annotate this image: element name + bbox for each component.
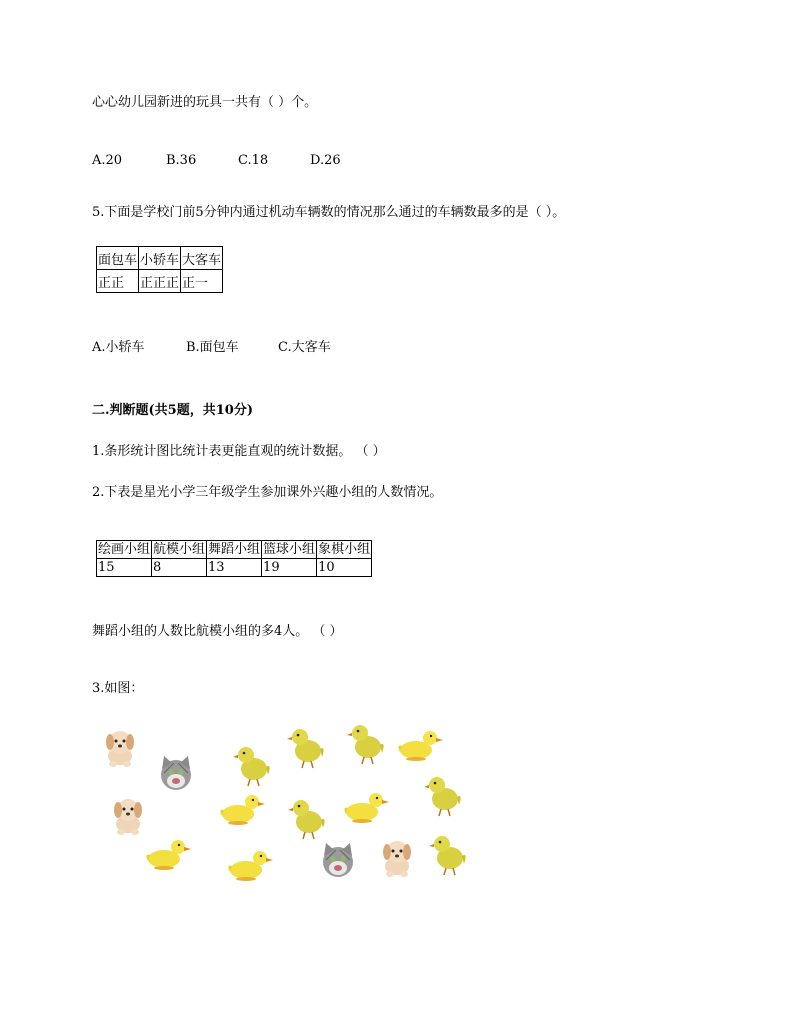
header-cell: 面包车 — [97, 247, 139, 270]
value-cell: 8 — [152, 559, 207, 577]
option-b[interactable]: B.面包车 — [186, 340, 239, 355]
vehicle-tally-table — [96, 246, 223, 293]
table-row — [97, 270, 223, 293]
option-c[interactable]: C.大客车 — [278, 340, 331, 355]
judge-question-2-statement: 舞蹈小组的人数比航模小组的多4人。 （ ） — [92, 624, 343, 639]
section-title: 二.判断题(共5题，共10分) — [92, 403, 253, 418]
value-cell: 15 — [97, 559, 152, 577]
option-c[interactable]: C.18 — [238, 153, 269, 168]
value-cell: 19 — [262, 559, 317, 577]
question-5-options — [92, 339, 331, 357]
tally-cell: 正正 — [97, 270, 139, 293]
judge-question-3-text: 3.如图： — [92, 681, 144, 696]
header-cell: 舞蹈小组 — [208, 542, 261, 557]
judge-question-1: 1.条形统计图比统计表更能直观的统计数据。 （ ） — [92, 444, 386, 459]
table-header-row — [97, 541, 372, 559]
header-cell: 大客车 — [181, 247, 223, 270]
judge-question-2-text: 2.下表是星光小学三年级学生参加课外兴趣小组的人数情况。 — [92, 485, 443, 500]
question-4-text: 心心幼儿园新进的玩具一共有（ ）个。 — [92, 95, 318, 110]
table-header-row — [97, 247, 223, 270]
option-b[interactable]: B.36 — [166, 153, 197, 168]
option-a[interactable]: A.20 — [92, 153, 123, 168]
option-a[interactable]: A.小轿车 — [92, 340, 145, 355]
value-cell: 13 — [207, 559, 262, 577]
header-cell: 小轿车 — [139, 247, 181, 270]
header-cell: 篮球小组 — [263, 542, 316, 557]
interest-group-table — [96, 540, 372, 577]
question-4-options — [92, 152, 341, 170]
tally-cell: 正正正 — [139, 270, 181, 293]
header-cell: 象棋小组 — [318, 542, 371, 557]
header-cell: 绘画小组 — [98, 542, 151, 557]
question-5-text: 5.下面是学校门前5分钟内通过机动车辆数的情况那么通过的车辆数最多的是（ ）。 — [92, 205, 566, 220]
option-d[interactable]: D.26 — [310, 153, 341, 168]
table-row — [97, 559, 372, 577]
header-cell: 航模小组 — [153, 542, 206, 557]
value-cell: 10 — [317, 559, 372, 577]
tally-cell: 正一 — [181, 270, 223, 293]
